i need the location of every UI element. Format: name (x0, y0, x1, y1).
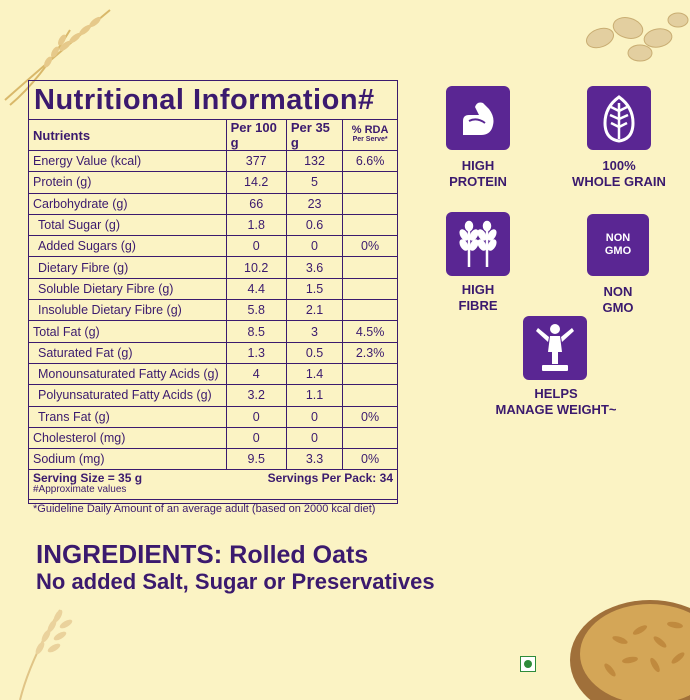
value-rda (343, 385, 397, 406)
nutrient-name: Saturated Fat (g) (29, 342, 226, 363)
table-row (29, 193, 397, 214)
gda-note: *Guideline Daily Amount of an average adult (based on 2000 kcal diet) (29, 499, 397, 515)
value-rda (343, 172, 397, 193)
value-per-100g: 1.8 (226, 214, 286, 235)
high-fibre-label: HIGH FIBRE (458, 282, 498, 313)
value-per-100g: 0 (226, 236, 286, 257)
servings-per-pack: Servings Per Pack: 34 (267, 471, 393, 486)
value-rda: 6.6% (343, 151, 397, 172)
non-gmo-icon-text: NON GMO (604, 232, 632, 257)
header-per-35g: Per 35 g (286, 120, 342, 151)
value-per-100g: 10.2 (226, 257, 286, 278)
value-per-100g: 5.8 (226, 300, 286, 321)
nutrient-name: Polyunsaturated Fatty Acids (g) (29, 385, 226, 406)
non-gmo-label: NON GMO (602, 284, 634, 315)
oat-bowl-icon (560, 580, 690, 700)
value-rda: 4.5% (343, 321, 397, 342)
value-per-100g: 377 (226, 151, 286, 172)
nutrition-title: Nutritional Information# (29, 81, 397, 120)
ingredients-block (36, 540, 435, 595)
table-row (29, 449, 397, 470)
value-per-35g: 1.1 (286, 385, 342, 406)
nutrient-name: Total Fat (g) (29, 321, 226, 342)
nutrient-name: Protein (g) (29, 172, 226, 193)
table-row (29, 257, 397, 278)
header-rda-sub: Per Serve* (352, 136, 388, 143)
nutrient-name: Trans Fat (g) (29, 406, 226, 427)
value-per-100g: 9.5 (226, 449, 286, 470)
table-row (29, 214, 397, 235)
table-row (29, 385, 397, 406)
value-rda: 0% (343, 406, 397, 427)
table-header-row (29, 120, 397, 151)
wheat-stalk-decoration-icon (0, 590, 120, 700)
value-per-35g: 3 (286, 321, 342, 342)
table-row (29, 427, 397, 448)
value-per-35g: 0.5 (286, 342, 342, 363)
approx-note: #Approximate values (33, 484, 127, 496)
oat-flakes-icon (580, 8, 690, 68)
nutrient-name: Sodium (mg) (29, 449, 226, 470)
value-per-100g: 3.2 (226, 385, 286, 406)
value-rda (343, 427, 397, 448)
manage-weight-badge (523, 316, 587, 380)
ingredients-heading: INGREDIENTS: (36, 539, 223, 569)
header-rda-label: % RDA (351, 124, 389, 136)
value-per-100g: 4 (226, 363, 286, 384)
table-row (29, 300, 397, 321)
nutrient-name: Monounsaturated Fatty Acids (g) (29, 363, 226, 384)
table-row (29, 406, 397, 427)
nutrition-grid (29, 120, 397, 470)
nutrition-table (28, 80, 398, 516)
value-per-35g: 0 (286, 406, 342, 427)
vegetarian-dot (524, 660, 532, 668)
value-per-100g: 8.5 (226, 321, 286, 342)
nutrient-name: Dietary Fibre (g) (29, 257, 226, 278)
serving-size: Serving Size = 35 g (33, 471, 143, 486)
table-row (29, 363, 397, 384)
header-per-100g: Per 100 g (226, 120, 286, 151)
nutrient-name: Cholesterol (mg) (29, 427, 226, 448)
nutrient-name: Soluble Dietary Fibre (g) (29, 278, 226, 299)
value-per-100g: 0 (226, 406, 286, 427)
table-row (29, 278, 397, 299)
value-rda (343, 278, 397, 299)
header-nutrients: Nutrients (29, 120, 226, 151)
value-rda (343, 300, 397, 321)
value-per-100g: 14.2 (226, 172, 286, 193)
ingredients-value: Rolled Oats (229, 541, 369, 569)
table-footer (29, 470, 397, 517)
nutrient-name: Added Sugars (g) (29, 236, 226, 257)
value-rda: 0% (343, 449, 397, 470)
nutrient-name: Carbohydrate (g) (29, 193, 226, 214)
whole-grain-badge (587, 86, 651, 150)
table-row (29, 321, 397, 342)
whole-grain-label: 100% WHOLE GRAIN (572, 158, 666, 189)
value-rda: 2.3% (343, 342, 397, 363)
value-per-35g: 0 (286, 236, 342, 257)
ingredients-note: No added Salt, Sugar or Preservatives (36, 569, 435, 594)
header-rda (343, 120, 397, 151)
value-per-35g: 1.5 (286, 278, 342, 299)
table-row (29, 151, 397, 172)
flexed-arm-icon (455, 95, 501, 141)
value-per-100g: 4.4 (226, 278, 286, 299)
table-row (29, 342, 397, 363)
nutrient-name: Energy Value (kcal) (29, 151, 226, 172)
nutrient-name: Total Sugar (g) (29, 214, 226, 235)
value-per-35g: 0.6 (286, 214, 342, 235)
nutrient-name: Insoluble Dietary Fibre (g) (29, 300, 226, 321)
manage-weight-label: HELPS MANAGE WEIGHT~ (495, 386, 617, 417)
value-rda (343, 193, 397, 214)
value-per-35g: 23 (286, 193, 342, 214)
high-fibre-badge (446, 212, 510, 276)
value-per-100g: 0 (226, 427, 286, 448)
value-per-35g: 2.1 (286, 300, 342, 321)
value-rda (343, 214, 397, 235)
non-gmo-badge (587, 214, 649, 276)
table-row (29, 172, 397, 193)
value-per-35g: 1.4 (286, 363, 342, 384)
value-per-35g: 3.6 (286, 257, 342, 278)
weight-scale-icon (532, 322, 578, 374)
value-rda (343, 257, 397, 278)
grain-icon (599, 93, 639, 143)
value-per-35g: 132 (286, 151, 342, 172)
wheat-stalks-icon (454, 219, 502, 269)
value-per-35g: 3.3 (286, 449, 342, 470)
value-rda: 0% (343, 236, 397, 257)
value-per-100g: 66 (226, 193, 286, 214)
table-row (29, 236, 397, 257)
high-protein-badge (446, 86, 510, 150)
high-protein-label: HIGH PROTEIN (449, 158, 507, 189)
value-rda (343, 363, 397, 384)
value-per-100g: 1.3 (226, 342, 286, 363)
value-per-35g: 5 (286, 172, 342, 193)
value-per-35g: 0 (286, 427, 342, 448)
vegetarian-mark-icon (520, 656, 536, 672)
